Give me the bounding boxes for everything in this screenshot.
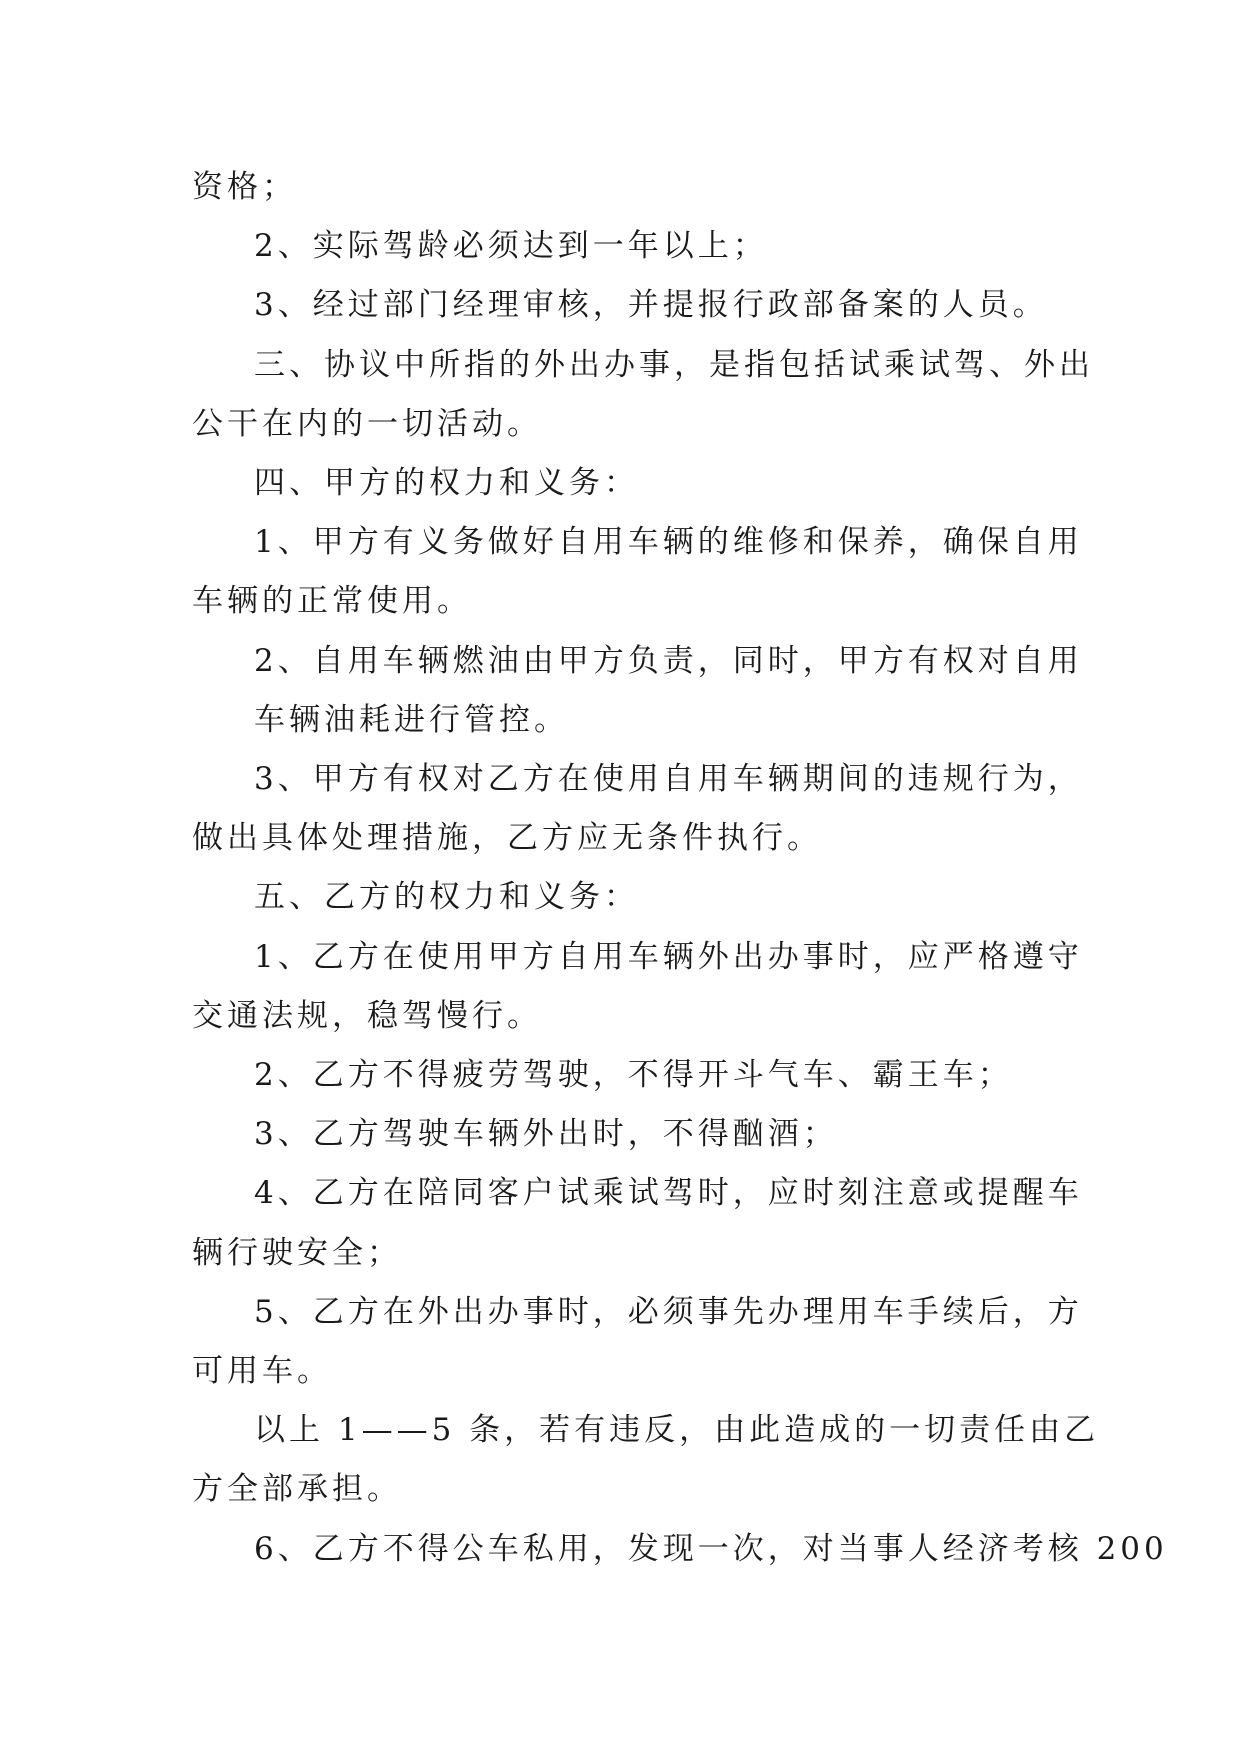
text-line: 4、乙方在陪同客户试乘试驾时，应时刻注意或提醒车 [254, 1175, 1083, 1212]
document-body [192, 158, 1168, 1579]
text-line: 做出具体处理措施，乙方应无条件执行。 [192, 820, 822, 857]
text-line: 辆行驶安全； [192, 1234, 402, 1271]
text-line: 可用车。 [192, 1353, 332, 1390]
text-line: 6、乙方不得公车私用，发现一次，对当事人经济考核 200 [254, 1530, 1168, 1567]
section-heading: 四、甲方的权力和义务： [254, 465, 639, 502]
text-line: 三、协议中所指的外出办事，是指包括试乘试驾、外出 [254, 346, 1094, 383]
text-line: 车辆的正常使用。 [192, 583, 472, 620]
text-line: 1、乙方在使用甲方自用车辆外出办事时，应严格遵守 [254, 938, 1083, 975]
text-line: 2、实际驾龄必须达到一年以上； [254, 228, 768, 265]
text-line: 3、甲方有权对乙方在使用自用车辆期间的违规行为， [254, 761, 1083, 798]
text-line: 公干在内的一切活动。 [192, 405, 542, 442]
text-line: 车辆油耗进行管控。 [254, 701, 569, 738]
text-line: 5、乙方在外出办事时，必须事先办理用车手续后，方 [254, 1293, 1083, 1330]
text-line: 交通法规，稳驾慢行。 [192, 997, 542, 1034]
text-line: 2、自用车辆燃油由甲方负责，同时，甲方有权对自用 [254, 642, 1083, 679]
text-line: 资格； [192, 169, 297, 205]
text-line: 以上 1——5 条，若有违反，由此造成的一切责任由乙 [254, 1412, 1100, 1449]
text-line: 方全部承担。 [192, 1471, 402, 1508]
text-line: 2、乙方不得疲劳驾驶，不得开斗气车、霸王车； [254, 1057, 1013, 1094]
text-line: 1、甲方有义务做好自用车辆的维修和保养，确保自用 [254, 524, 1083, 561]
text-line: 3、经过部门经理审核，并提报行政部备案的人员。 [254, 287, 1048, 324]
section-heading: 五、乙方的权力和义务： [254, 879, 639, 916]
text-line: 3、乙方驾驶车辆外出时，不得酗酒； [254, 1116, 838, 1153]
